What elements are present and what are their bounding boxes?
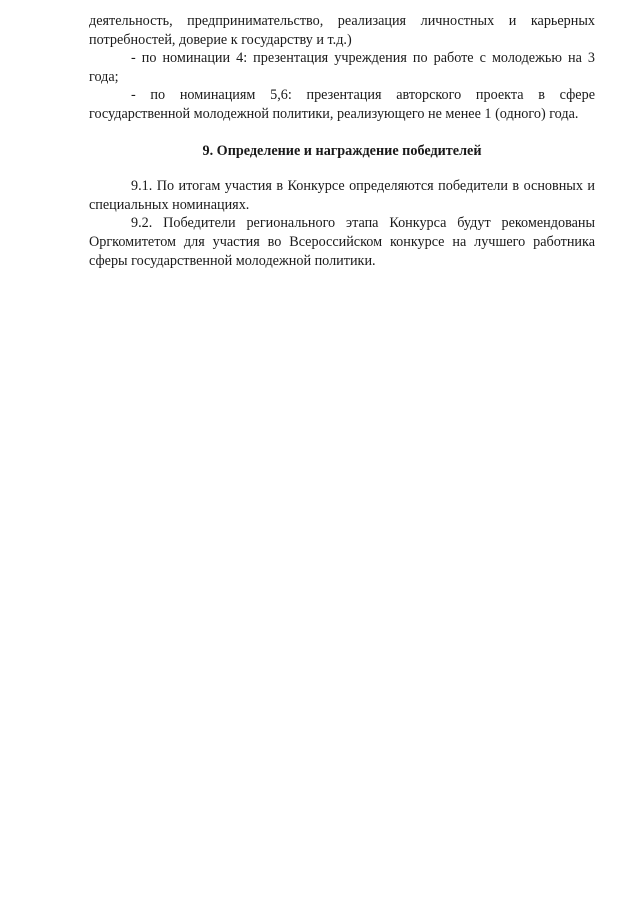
paragraph-continuation: деятельность, предпринимательство, реализация личностных и карьерных потребностей, доверие к государству и т.д.) xyxy=(89,13,595,48)
paragraph-nomination-5-6: - по номинациям 5,6: презентация авторского проекта в сфере государственной молодежной политики, реализующего не менее 1 (одного) года. xyxy=(89,87,595,122)
paragraph-9-1: 9.1. По итогам участия в Конкурсе определяются победители в основных и специальных номинациях. xyxy=(89,178,595,213)
paragraph-nomination-4: - по номинации 4: презентация учреждения по работе с молодежью на 3 года; xyxy=(89,50,595,85)
document-page xyxy=(89,12,595,270)
section-heading: 9. Определение и награждение победителей xyxy=(202,142,482,159)
paragraph-9-2: 9.2. Победители регионального этапа Конкурса будут рекомендованы Оргкомитетом для участия во Всероссийском конкурсе на лучшего работника сферы государственной молодежной политики. xyxy=(89,215,595,269)
